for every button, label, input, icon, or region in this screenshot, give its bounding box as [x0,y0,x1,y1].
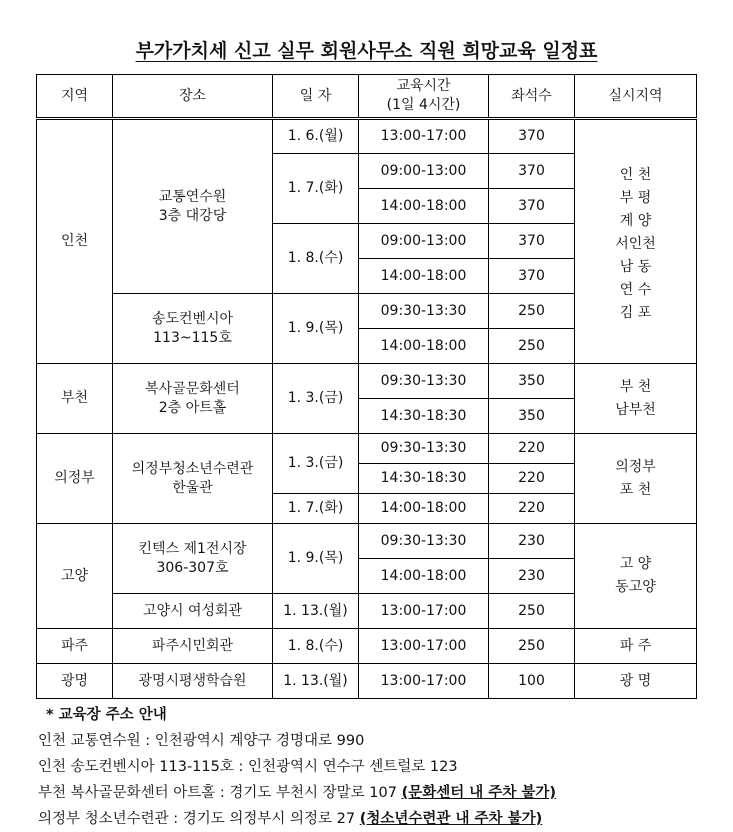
area-item: 부 평 [619,190,652,206]
notes-line: 인천 송도컨벤시아 113-115호 : 인천광역시 연수구 센트럴로 123 [38,759,458,775]
area-item: 계 양 [619,213,652,229]
venue-line: 306-307호 [156,559,229,576]
header-time-line2: (1일 4시간) [386,97,461,113]
time-cell: 14:30-18:30 [359,399,489,434]
area-cell [575,524,697,629]
date-cell: 1. 7.(화) [273,494,359,524]
seats-cell: 250 [489,329,575,364]
notes-text: 부천 복사골문화센터 아트홀 : 경기도 부천시 장말로 107 [38,785,402,801]
venue-cell [113,434,273,524]
parking-warning: (청소년수련관 내 주차 불가) [359,811,543,827]
time-cell: 09:30-13:30 [359,524,489,559]
seats-cell: 220 [489,464,575,494]
table-row [37,629,697,664]
area-item: 김 포 [619,305,652,321]
region-cell: 인천 [37,119,113,364]
venue-line: 한울관 [172,479,213,496]
venue-line: 2층 아트홀 [158,399,227,416]
area-cell [575,364,697,434]
area-item: 동고양 [615,579,656,595]
header-venue: 장소 [113,75,273,119]
time-cell: 13:00-17:00 [359,119,489,154]
seats-cell: 250 [489,629,575,664]
seats-cell: 220 [489,434,575,464]
venue-line: 의정부청소년수련관 [131,460,254,477]
time-cell: 09:00-13:00 [359,224,489,259]
date-cell: 1. 3.(금) [273,364,359,434]
venue-cell: 광명시평생학습원 [113,664,273,699]
region-cell: 파주 [37,629,113,664]
venue-line: 113~115호 [153,329,232,346]
address-notes [38,702,556,832]
table-row [37,524,697,559]
region-cell: 광명 [37,664,113,699]
area-item: 연 수 [619,282,652,298]
page-title-text: 부가가치세 신고 실무 회원사무소 직원 희망교육 일정표 [135,40,598,62]
area-item: 의정부 [615,458,656,475]
header-date: 일 자 [273,75,359,119]
venue-cell: 고양시 여성회관 [113,594,273,629]
area-cell: 광 명 [575,664,697,699]
area-item: 포 천 [619,481,652,498]
seats-cell: 370 [489,224,575,259]
venue-cell [113,524,273,594]
schedule-table [36,74,697,699]
table-row [37,119,697,154]
notes-text: 의정부 청소년수련관 : 경기도 의정부시 의정로 27 [38,811,360,827]
header-area: 실시지역 [575,75,697,119]
time-cell: 14:30-18:30 [359,464,489,494]
area-item: 남부천 [615,401,656,418]
venue-line: 송도컨벤시아 [151,310,234,327]
region-cell: 고양 [37,524,113,629]
date-cell: 1. 8.(수) [273,224,359,294]
seats-cell: 370 [489,189,575,224]
venue-cell [113,119,273,294]
time-cell: 14:00-18:00 [359,329,489,364]
area-cell [575,119,697,364]
seats-cell: 100 [489,664,575,699]
venue-cell [113,364,273,434]
seats-cell: 250 [489,594,575,629]
time-cell: 13:00-17:00 [359,664,489,699]
date-cell: 1. 9.(목) [273,294,359,364]
seats-cell: 230 [489,559,575,594]
notes-line: 인천 교통연수원 : 인천광역시 계양구 경명대로 990 [38,733,365,749]
venue-line: 3층 대강당 [158,207,227,224]
notes-heading: * 교육장 주소 안내 [46,707,167,723]
seats-cell: 230 [489,524,575,559]
seats-cell: 370 [489,119,575,154]
venue-cell: 파주시민회관 [113,629,273,664]
date-cell: 1. 3.(금) [273,434,359,494]
date-cell: 1. 7.(화) [273,154,359,224]
time-cell: 09:00-13:00 [359,154,489,189]
time-cell: 09:30-13:30 [359,294,489,329]
time-cell: 14:00-18:00 [359,259,489,294]
time-cell: 13:00-17:00 [359,594,489,629]
header-time [359,75,489,119]
date-cell: 1. 8.(수) [273,629,359,664]
time-cell: 14:00-18:00 [359,559,489,594]
venue-line: 복사골문화센터 [145,380,240,397]
page-title [0,36,733,63]
venue-cell [113,294,273,364]
region-cell: 부천 [37,364,113,434]
venue-line: 킨텍스 제1전시장 [138,540,247,557]
seats-cell: 350 [489,364,575,399]
seats-cell: 220 [489,494,575,524]
area-item: 인 천 [619,167,652,183]
date-cell: 1. 13.(월) [273,594,359,629]
table-row [37,434,697,464]
parking-warning: (문화센터 내 주차 불가) [401,785,557,801]
area-item: 서인천 [615,236,656,252]
header-time-line1: 교육시간 [396,78,451,95]
area-item: 남 동 [619,259,652,275]
time-cell: 14:00-18:00 [359,189,489,224]
seats-cell: 370 [489,259,575,294]
date-cell: 1. 6.(월) [273,119,359,154]
region-cell: 의정부 [37,434,113,524]
notes-line [38,806,556,832]
venue-line: 교통연수원 [158,188,227,205]
time-cell: 09:30-13:30 [359,434,489,464]
area-item: 고 양 [619,556,652,572]
area-cell: 파 주 [575,629,697,664]
notes-line [38,780,556,806]
area-item: 부 천 [619,378,652,395]
seats-cell: 250 [489,294,575,329]
header-row [37,75,697,119]
table-row [37,364,697,399]
date-cell: 1. 13.(월) [273,664,359,699]
area-cell [575,434,697,524]
header-seats: 좌석수 [489,75,575,119]
table-row [37,664,697,699]
date-cell: 1. 9.(목) [273,524,359,594]
time-cell: 14:00-18:00 [359,494,489,524]
time-cell: 13:00-17:00 [359,629,489,664]
seats-cell: 350 [489,399,575,434]
header-region: 지역 [37,75,113,119]
time-cell: 09:30-13:30 [359,364,489,399]
seats-cell: 370 [489,154,575,189]
